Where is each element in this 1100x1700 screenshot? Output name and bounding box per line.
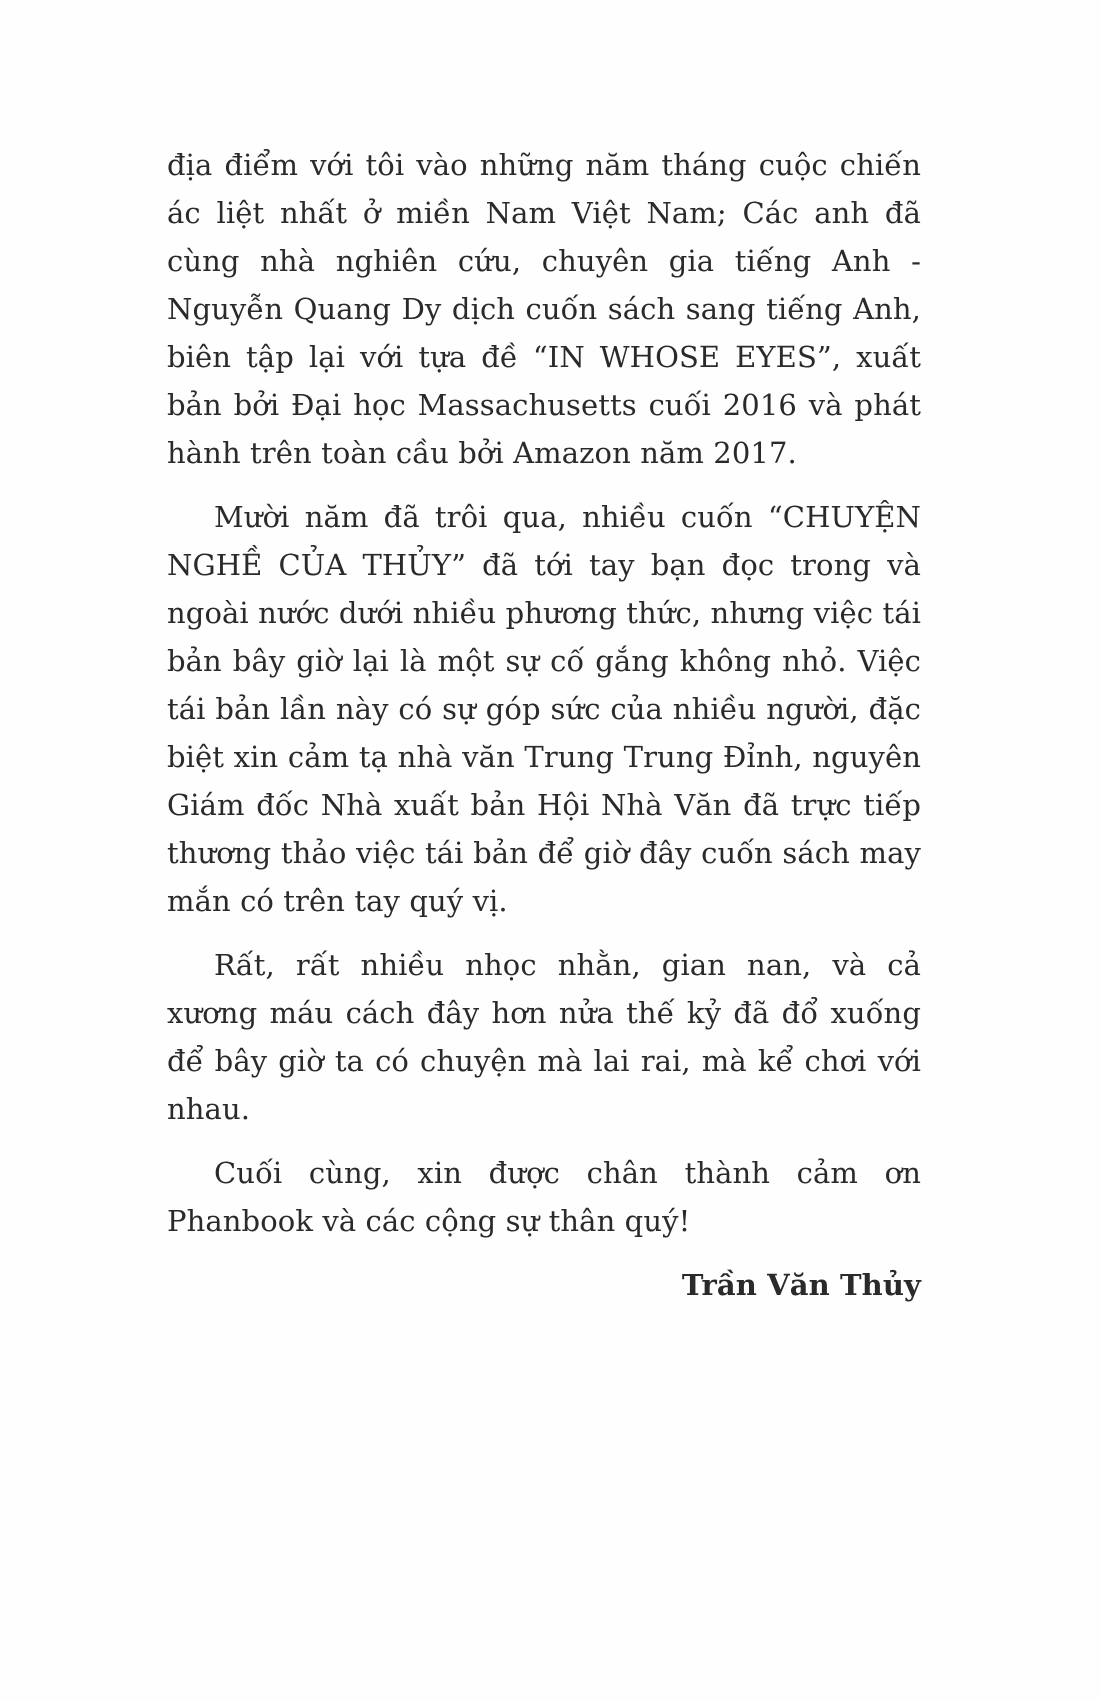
paragraph-3: Rất, rất nhiều nhọc nhằn, gian nan, và cả xương máu cách đây hơn nửa thế kỷ đã đổ xuống để bây giờ ta có chuyện mà lai rai, mà kể chơi với nhau. <box>167 948 921 1126</box>
paragraph-2: Mười năm đã trôi qua, nhiều cuốn “CHUYỆN NGHỀ CỦA THỦY” đã tới tay bạn đọc trong và ngoài nước dưới nhiều phương thức, nhưng việc tái bản bây giờ lại là một sự cố gắng không nhỏ. Việc tái bản lần này có sự góp sức của nhiều người, đặc biệt xin cảm tạ nhà văn Trung Trung Đỉnh, nguyên Giám đốc Nhà xuất bản Hội Nhà Văn đã trực tiếp thương thảo việc tái bản để giờ đây cuốn sách may mắn có trên tay quý vị. <box>167 500 921 918</box>
paragraph-4: Cuối cùng, xin được chân thành cảm ơn Phanbook và các cộng sự thân quý! <box>167 1156 921 1238</box>
author-signature: Trần Văn Thủy <box>681 1268 921 1302</box>
body-text <box>167 141 921 1338</box>
paragraph-1: địa điểm với tôi vào những năm tháng cuộc chiến ác liệt nhất ở miền Nam Việt Nam; Các anh đã cùng nhà nghiên cứu, chuyên gia tiếng Anh - Nguyễn Quang Dy dịch cuốn sách sang tiếng Anh, biên tập lại với tựa đề “IN WHOSE EYES”, xuất bản bởi Đại học Massachusetts cuối 2016 và phát hành trên toàn cầu bởi Amazon năm 2017. <box>167 148 921 470</box>
